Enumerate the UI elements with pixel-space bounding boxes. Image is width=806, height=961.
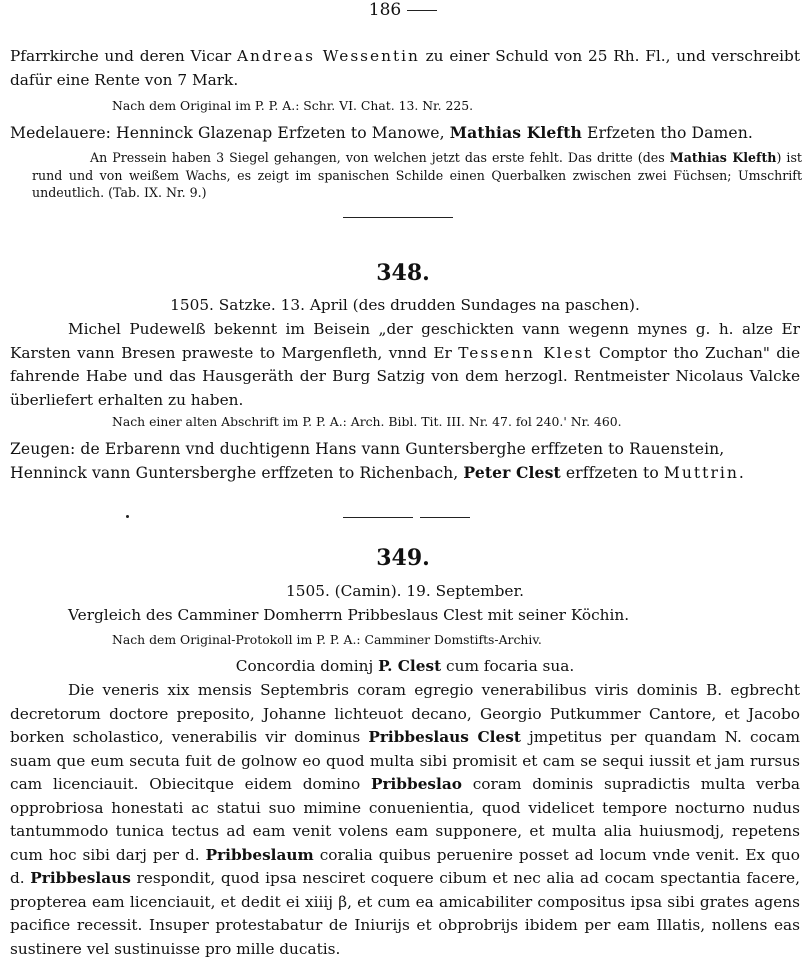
section-divider — [420, 517, 470, 518]
ink-dot — [126, 515, 129, 518]
summary-text-end: Comptor tho Zuchan" die fahrende Habe und das Hausgeräth der Burg Satzig von dem herzogl. Rentmeister Nicolaus Valcke überliefert erhalten zu haben. — [10, 343, 801, 409]
prev-seal-note — [32, 149, 802, 202]
doc349-latin-text — [10, 679, 800, 961]
place-name: Muttrin. — [663, 464, 746, 482]
person-name: Mathias Klefth — [669, 150, 777, 165]
doc349-latin-title — [10, 655, 800, 679]
person-name: Pribbeslao — [370, 775, 462, 793]
header-rule — [407, 10, 437, 11]
summary-text: Michel Pudewelß bekennt im Beisein „der geschickten vann wegenn mynes g. h. alze Er Karsten vann Bresen praweste to Margenfleth, vnnd Er — [10, 320, 800, 362]
latin-text: jmpetitus per quandam N. cocam suam que eum secuta fuit de golnow eo quod multa sibi promisit et cam se sequi iussit et jam rursus cam licenciauit. Obiecitque eidem domino — [10, 728, 800, 793]
doc349-heading: 1505. (Camin). 19. September. — [286, 582, 524, 600]
witness-text-end: Erfzeten tho Damen. — [581, 124, 753, 142]
person-name: P. Clest — [378, 657, 442, 675]
section-divider — [343, 217, 453, 218]
doc348-summary — [10, 318, 800, 412]
person-name: Pribbeslaum — [205, 845, 314, 864]
doc349-subtitle: Vergleich des Camminer Domherrn Pribbeslaus Clest mit seiner Köchin. — [68, 606, 630, 624]
doc348-heading: 1505. Satzke. 13. April (des drudden Sundages na paschen). — [170, 296, 640, 314]
person-name: Pribbeslaus Clest — [368, 728, 521, 746]
latin-text: respondit, quod ipsa nesciret coquere cibum et nec alia ad cocam spectantia facere, propterea eam licenciauit, et dedit ei xiiij β, et cum ea amicabiliter compositus ipsa sibi grates agens pacifice recessit. Insuper protestabatur de Iniurijs et obprobrijs ibidem per eam Illatis, nollens eas sustinere vel sustinuisse pro mille ducatis. — [10, 869, 800, 958]
title-text: Concordia dominj — [235, 657, 379, 675]
page-number-header — [0, 0, 806, 20]
person-name: Andreas Wessentin — [237, 47, 420, 65]
document-number-349: 349. — [376, 545, 430, 571]
latin-text: coram dominis supradictis multa verba opprobriosa honestati ac statui suo mimine conuenientia, quod videlicet tempore nocturno nudus tantummodo tunica tectus ad eam venit volens eam supponere, et multa alia huiusmodj, repetens cum hoc sibi darj per d. — [10, 775, 800, 864]
title-text-end: cum focaria sua. — [441, 657, 575, 675]
prev-document-text — [10, 45, 800, 92]
prev-text-end: zu einer Schuld von 25 Rh. Fl., und verschreibt dafür eine Rente von 7 Mark. — [10, 47, 800, 89]
section-divider — [343, 517, 413, 518]
note-text: An Pressein haben 3 Siegel gehangen, von welchen jetzt das erste fehlt. Das dritte (des — [90, 150, 670, 165]
prev-source-line: Nach dem Original im P. P. A.: Schr. VI. Chat. 13. Nr. 225. — [112, 98, 474, 113]
witness-text: Medelauere: Henninck Glazenap Erfzeten to Manowe, — [10, 124, 450, 142]
person-name: Peter Clest — [463, 463, 561, 482]
page-number: 186 — [368, 0, 402, 20]
prev-text-start: Pfarrkirche und deren Vicar — [10, 47, 237, 65]
person-name: Tessenn Klest — [458, 343, 593, 362]
witness-text: Zeugen: de Erbarenn vnd duchtigenn Hans vann Guntersberghe erffzeten to Rauenstein, Henninck vann Guntersberghe erffzeten to Richenbach, — [10, 440, 725, 482]
witness-text-mid: erffzeten to — [560, 464, 664, 482]
prev-witness-line — [10, 121, 800, 145]
doc348-witnesses — [10, 437, 800, 485]
doc349-source-line: Nach dem Original-Protokoll im P. P. A.: Camminer Domstifts-Archiv. — [112, 632, 542, 647]
latin-text: coralia quibus peruenire posset ad locum vnde venit. Ex quo d. — [10, 845, 800, 887]
note-text-end: ) ist rund und von weißem Wachs, es zeigt im spanischen Schilde einen Querbalken zwischen zwei Füchsen; Umschrift undeutlich. (Tab. IX. Nr. 9.) — [32, 150, 802, 200]
latin-text: Die veneris xix mensis Septembris coram egregio venerabilibus viris dominis B. egbrecht decretorum doctore preposito, Johanne lichteuot decano, Georgio Putkummer Cantore, et Jacobo borken scholastico, venerabilis vir dominus — [10, 681, 800, 746]
person-name: Mathias Klefth — [449, 123, 582, 142]
person-name: Pribbeslaus — [30, 869, 131, 887]
document-number-348: 348. — [376, 260, 430, 286]
doc348-source-line: Nach einer alten Abschrift im P. P. A.: Arch. Bibl. Tit. III. Nr. 47. fol 240.' Nr. 460. — [112, 414, 622, 429]
